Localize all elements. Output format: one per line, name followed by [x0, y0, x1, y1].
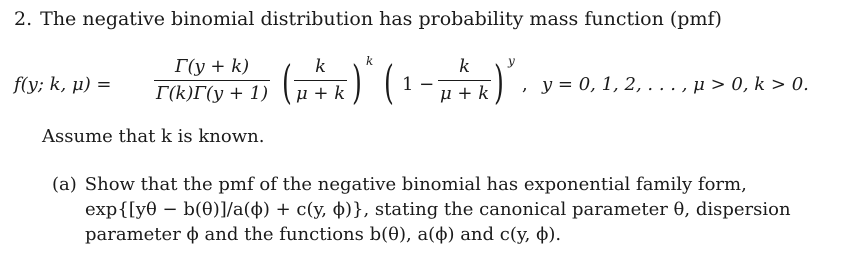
gamma-fraction-numerator: Γ(y + k)	[174, 56, 250, 77]
part-a-text-1: Show that the pmf of the negative binomial has exponential family form,	[84, 174, 747, 195]
pmf-formula	[14, 56, 834, 114]
k-over-mu-numerator: k	[315, 56, 327, 77]
part-a-line-1	[52, 172, 812, 197]
gamma-fraction-denominator: Γ(k)Γ(y + 1)	[156, 83, 269, 105]
left-paren: (	[282, 55, 292, 109]
k-over-mu-denominator: μ + k	[296, 83, 346, 105]
k-over-mu-fraction-2	[438, 56, 491, 105]
exponent-y: y	[508, 54, 515, 68]
exponent-k: k	[366, 54, 374, 68]
assumption-text: Assume that k is known.	[42, 126, 265, 147]
right-paren: )	[352, 55, 362, 109]
part-a-label: (a)	[52, 174, 77, 195]
one-minus: 1 −	[402, 74, 435, 95]
k-over-mu-denominator-2: μ + k	[440, 83, 490, 105]
formula-support: y = 0, 1, 2, . . . , μ > 0, k > 0.	[542, 74, 809, 95]
k-over-mu-numerator-2: k	[459, 56, 471, 77]
part-a-line-3: parameter ϕ and the functions b(θ), a(ϕ) and c(y, ϕ).	[85, 224, 562, 245]
formula-comma: ,	[522, 74, 528, 95]
part-a	[52, 172, 812, 247]
question-number: 2.	[14, 8, 33, 30]
right-paren: )	[494, 55, 504, 109]
part-a-line-2: exp{[yθ − b(θ)]/a(ϕ) + c(y, ϕ)}, stating the canonical parameter θ, dispersion	[85, 199, 791, 220]
question-heading	[14, 8, 722, 30]
formula-lhs: f(y; k, μ) =	[14, 74, 112, 95]
question-text: The negative binomial distribution has probability mass function (pmf)	[40, 8, 722, 30]
k-over-mu-fraction	[294, 56, 347, 105]
left-paren: (	[384, 55, 394, 109]
gamma-fraction	[154, 56, 270, 105]
